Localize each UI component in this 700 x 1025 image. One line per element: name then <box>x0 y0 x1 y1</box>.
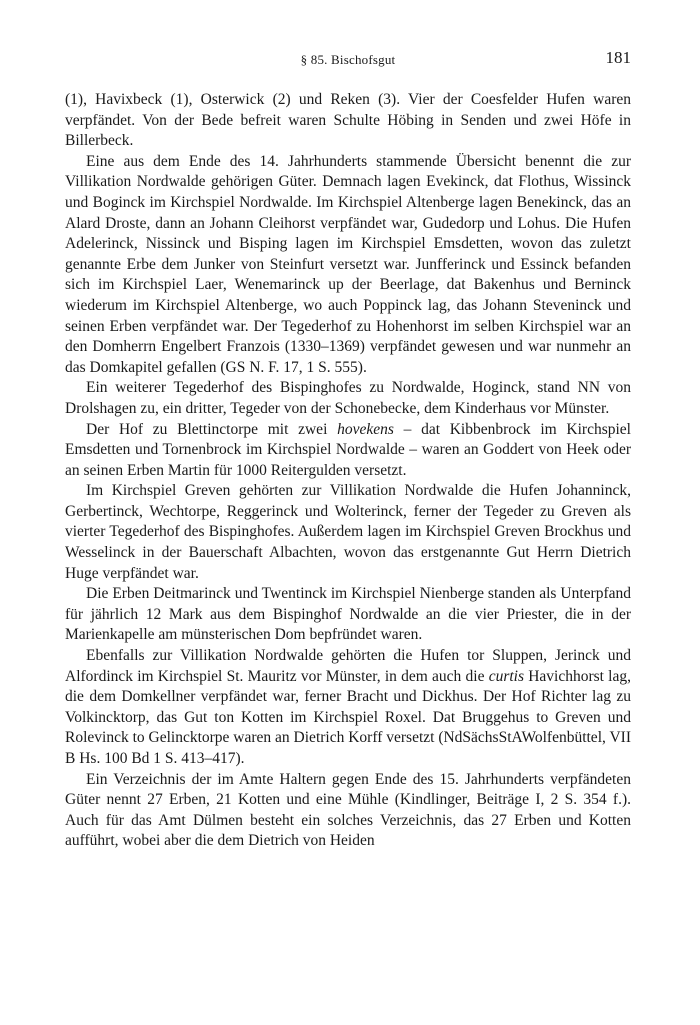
paragraph-text: Havichhorst lag, die dem Domkellner verpfändet war, ferner Bracht und Dickhus. Der Hof Richter lag zu Volkincktorp, das Gut ton Kotten im Kirchspiel Roxel. Dat Bruggehus to Greven und Rolevinck to Gelincktorpe waren an Dietrich Korff versetzt (NdSächsStAWolfenbüttel, VII B Hs. 100 Bd 1 S. 413–417). <box>65 667 631 767</box>
paragraph: Die Erben Deitmarinck und Twentinck im Kirchspiel Nienberge standen als Unterpfand für jährlich 12 Mark aus dem Bispinghof Nordwalde an die vier Priester, die in der Marienkapelle am münsterischen Dom bepfründet waren. <box>65 585 631 644</box>
paragraph <box>65 646 631 770</box>
page-number: 181 <box>605 48 631 67</box>
paragraph: (1), Havixbeck (1), Osterwick (2) und Reken (3). Vier der Coesfelder Hufen waren verpfändet. Von der Bede befreit waren Schulte Höbing in Senden und zwei Höfe in Billerbeck. <box>65 91 631 150</box>
italic-term: hovekens <box>337 420 394 438</box>
page-header <box>65 48 631 76</box>
paragraph <box>65 420 631 482</box>
running-head: § 85. Bischofsgut <box>300 52 396 67</box>
body-text <box>65 90 631 852</box>
paragraph-text: Der Hof zu Blettinctorpe mit zwei <box>86 420 338 438</box>
italic-term: curtis <box>488 667 524 685</box>
paragraph: Ein Verzeichnis der im Amte Haltern gegen Ende des 15. Jahrhunderts verpfändeten Güter nennt 27 Erben, 21 Kotten und eine Mühle (Kindlinger, Beiträge I, 2 S. 354 f.). Auch für das Amt Dülmen besteht ein solches Verzeichnis, das 27 Erben und Kotten aufführt, wobei aber die dem Dietrich von Heiden <box>65 770 631 850</box>
paragraph-text: Ebenfalls zur Villikation Nordwalde gehörten die Hufen tor Sluppen, Jerinck und Alfordinck im Kirchspiel St. Mauritz vor Münster, in dem auch die <box>65 647 631 685</box>
paragraph: Im Kirchspiel Greven gehörten zur Villikation Nordwalde die Hufen Johanninck, Gerbertinck, Wechtorpe, Reggerinck und Wolterinck, ferner der Tegeder zu Greven als vierter Tegederhof des Bispinghofes. Außerdem lagen im Kirchspiel Greven Brockhus und Wesselinck in der Bauerschaft Albachten, wovon das erstgenannte Gut Herrn Dietrich Huge verpfändet war. <box>65 482 631 582</box>
paragraph: Ein weiterer Tegederhof des Bispinghofes zu Nordwalde, Hoginck, stand NN von Drolshagen zu, ein dritter, Tegeder von der Schonebecke, dem Kinderhaus vor Münster. <box>65 379 631 417</box>
paragraph: Eine aus dem Ende des 14. Jahrhunderts stammende Übersicht benennt die zur Villikation Nordwalde gehörigen Güter. Demnach lagen Evekinck, dat Flothus, Wissinck und Boginck im Kirchspiel Nordwalde. Im Kirchspiel Altenberge lagen Benekinck, das an Alard Droste, dann an Johann Cleihorst verpfändet war, Gudedorp und Lohus. Die Hufen Adelerinck, Nissinck und Bisping lagen im Kirchspiel Emsdetten, wovon das zuletzt genannte Erbe dem Junker von Steinfurt versetzt war. Junfferinck und Essinck befanden sich im Kirchspiel Laer, Wenemarinck up der Beerlage, dat Bakenhus und Berninck wiederum im Kirchspiel Altenberge, wo auch Poppinck lag, das Johann Steveninck und seinen Erben verpfändet war. Der Tegederhof zu Hohenhorst im selben Kirchspiel war an den Domherrn Engelbert Franzois (1330–1369) verpfändet gewesen und war nunmehr an das Domkapitel gefallen (GS N. F. 17, 1 S. 555). <box>65 152 631 376</box>
book-page <box>65 48 631 852</box>
paragraph-text: – dat Kibbenbrock im Kirchspiel Emsdetten und Tornenbrock im Kirchspiel Nordwalde – waren an Goddert von Heek oder an seinen Erben Martin für 1000 Reitergulden versetzt. <box>65 420 631 479</box>
